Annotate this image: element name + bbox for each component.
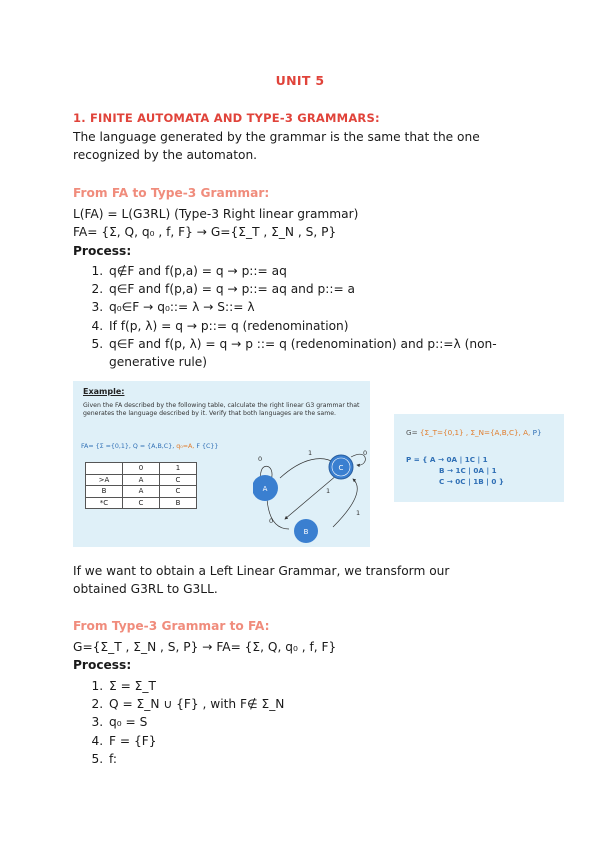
fa-to-grammar-heading: From FA to Type-3 Grammar: [73,186,270,200]
table-row [86,497,197,509]
edge-label: 0 [363,449,368,457]
edge-label: 1 [308,449,313,457]
step-item: 5. f: [107,750,577,768]
table-cell: C [123,497,160,509]
edge-label: 1 [356,509,361,517]
grammar-to-fa-steps [73,677,577,768]
fa-def-initial: q₀=A, [176,443,195,450]
automaton-diagram [253,443,369,545]
grammar-definition [406,428,542,437]
table-cell [86,463,123,475]
step-item: 3. q₀∈F → q₀::= λ → S::= λ [107,298,577,316]
table-row [86,474,197,486]
table-cell: 1 [160,463,197,475]
intro-line-2: recognized by the automaton. [73,148,258,162]
fa-def-suffix: F {C}} [194,443,219,450]
step-item: 2. q∈F and f(p,a) = q → p::= aq and p::= a [107,280,577,298]
table-cell: A [123,474,160,486]
table-header-row [86,463,197,475]
edge-A-C [280,459,335,478]
grammar-result-box [394,414,564,502]
table-cell: >A [86,474,123,486]
edge-C-B [285,475,337,519]
transition-table [85,462,197,509]
unit-title: UNIT 5 [275,73,325,88]
step-item: 1. Σ = Σ_T [107,677,577,695]
state-B-label: B [303,528,309,536]
grammar-rule: B → 1C | 0A | 1 [439,466,497,475]
fa-to-grammar-steps [73,262,577,371]
step-item: 1. q∉F and f(p,a) = q → p::= aq [107,262,577,280]
step-item: 5. q∈F and f(p, λ) = q → p ::= q (redenomination) and p::=λ (non-generative rule) [107,335,509,371]
table-cell: B [86,486,123,498]
table-cell: 0 [123,463,160,475]
table-cell: A [123,486,160,498]
edge-label: 0 [258,455,263,463]
grammar-suffix: P} [530,428,542,437]
fa-to-grammar-line1: L(FA) = L(G3RL) (Type-3 Right linear grammar) [73,207,359,221]
grammar-g-prefix: G= [406,428,420,437]
table-cell: C [160,486,197,498]
grammar-rule: P = { A → 0A | 1C | 1 [406,455,488,464]
table-cell: C [160,474,197,486]
step-item: 4. F = {F} [107,732,577,750]
table-cell: B [160,497,197,509]
fa-to-grammar-line2: FA= {Σ, Q, q₀ , f, F} → G={Σ_T , Σ_N , S, P} [73,225,337,239]
grammar-sets: {Σ_T={0,1} , Σ_N={A,B,C}, [419,428,521,437]
fa-def-prefix: FA= {Σ ={0,1}, Q = {A,B,C}, [81,443,177,450]
example-fa-definition [81,443,218,450]
grammar-axiom: A, [523,428,531,437]
step-item: 4. If f(p, λ) = q → p::= q (redenomination) [107,317,577,335]
edge-label: 0 [269,517,274,525]
intro-line-1: The language generated by the grammar is the same that the one [73,130,480,144]
edge-label: 1 [326,487,331,495]
state-A-label: A [262,485,268,493]
state-C-label: C [338,464,344,472]
left-linear-line1: If we want to obtain a Left Linear Grammar, we transform our [73,564,450,578]
step-item: 3. q₀ = S [107,713,577,731]
grammar-rule: C → 0C | 1B | 0 } [439,477,504,486]
example-title: Example: [83,387,125,396]
grammar-to-fa-heading: From Type-3 Grammar to FA: [73,619,270,633]
edge-B-C [333,479,357,527]
table-row [86,486,197,498]
example-box [73,381,370,547]
process-label: Process: [73,244,132,258]
left-linear-line2: obtained G3RL to G3LL. [73,582,218,596]
process-label: Process: [73,658,132,672]
step-item: 2. Q = Σ_N ∪ {F} , with F∉ Σ_N [107,695,577,713]
section-heading: 1. FINITE AUTOMATA AND TYPE-3 GRAMMARS: [73,111,380,125]
table-cell: *C [86,497,123,509]
example-description: Given the FA described by the following table, calculate the right linear G3 grammar that generates the language described by it. Verify that both languages are the same. [83,402,360,418]
grammar-rules [406,454,504,487]
grammar-to-fa-line1: G={Σ_T , Σ_N , S, P} → FA= {Σ, Q, q₀ , f, F} [73,640,337,654]
